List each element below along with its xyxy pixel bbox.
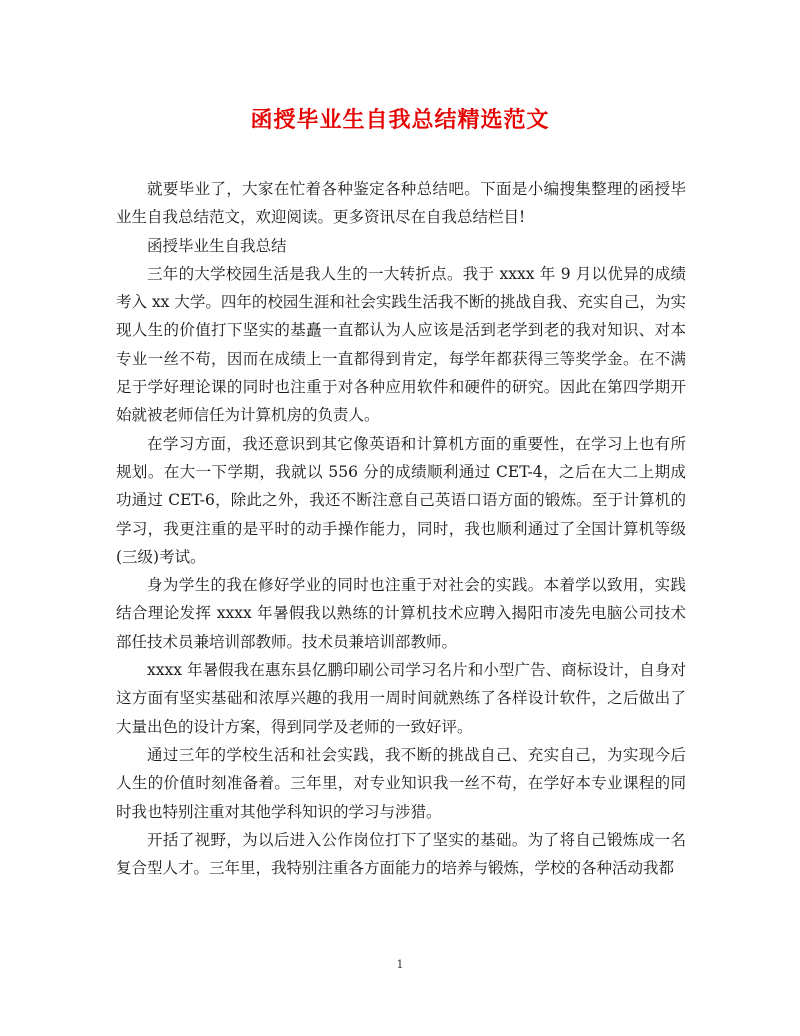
body-paragraph: 通过三年的学校生活和社会实践，我不断的挑战自己、充实自己，为实现今后人生的价值时刻准备着。三年里，对专业知识我一丝不苟，在学好本专业课程的同时我也特别注重对其他学科知识的学习与涉猎。	[116, 745, 686, 821]
page-number: 1	[396, 958, 404, 971]
body-paragraph: xxxx 年暑假我在惠东县亿鹏印刷公司学习名片和小型广告、商标设计，自身对这方面有坚实基础和浓厚兴趣的我用一周时间就熟练了各样设计软件，之后做出了大量出色的设计方案，得到同学及老师的一致好评。	[116, 661, 686, 736]
document-title: 函授毕业生自我总结精选范文	[250, 107, 550, 133]
body-paragraph: 身为学生的我在修好学业的同时也注重于对社会的实践。本着学以致用，实践结合理论发挥 xxxx 年暑假我以熟练的计算机技术应聘入揭阳市凌先电脑公司技术部任技术员兼培训部教师。技术员兼培训部教师。	[116, 576, 686, 651]
body-paragraph: 开括了视野，为以后进入公作岗位打下了坚实的基础。为了将自己锻炼成一名复合型人才。三年里，我特别注重各方面能力的培养与锻炼，学校的各种活动我都	[116, 830, 686, 878]
section-heading: 函授毕业生自我总结	[147, 236, 287, 255]
document-body	[116, 175, 686, 882]
body-paragraph: 在学习方面，我还意识到其它像英语和计算机方面的重要性，在学习上也有所规划。在大一下学期，我就以 556 分的成绩顺利通过 CET-4，之后在大二上期成功通过 CET-6，除此之外，我还不断注意自己英语口语方面的锻炼。至于计算机的学习，我更注重的是平时的动手操作能力，同时，我也顺利通过了全国计算机等级(三级)考试。	[116, 434, 686, 566]
intro-paragraph: 就要毕业了，大家在忙着各种鉴定各种总结吧。下面是小编搜集整理的函授毕业生自我总结范文，欢迎阅读。更多资讯尽在自我总结栏目!	[116, 180, 686, 227]
body-paragraph: 三年的大学校园生活是我人生的一大转折点。我于 xxxx 年 9 月以优异的成绩考入 xx 大学。四年的校园生涯和社会实践生活我不断的挑战自我、充实自己，为实现人生的价值打下坚实的基矗一直都认为人应该是活到老学到老的我对知识、对本专业一丝不苟，因而在成绩上一直都得到肯定，每学年都获得三等奖学金。在不满足于学好理论课的同时也注重于对各种应用软件和硬件的研究。因此在第四学期开始就被老师信任为计算机房的负责人。	[116, 264, 686, 425]
